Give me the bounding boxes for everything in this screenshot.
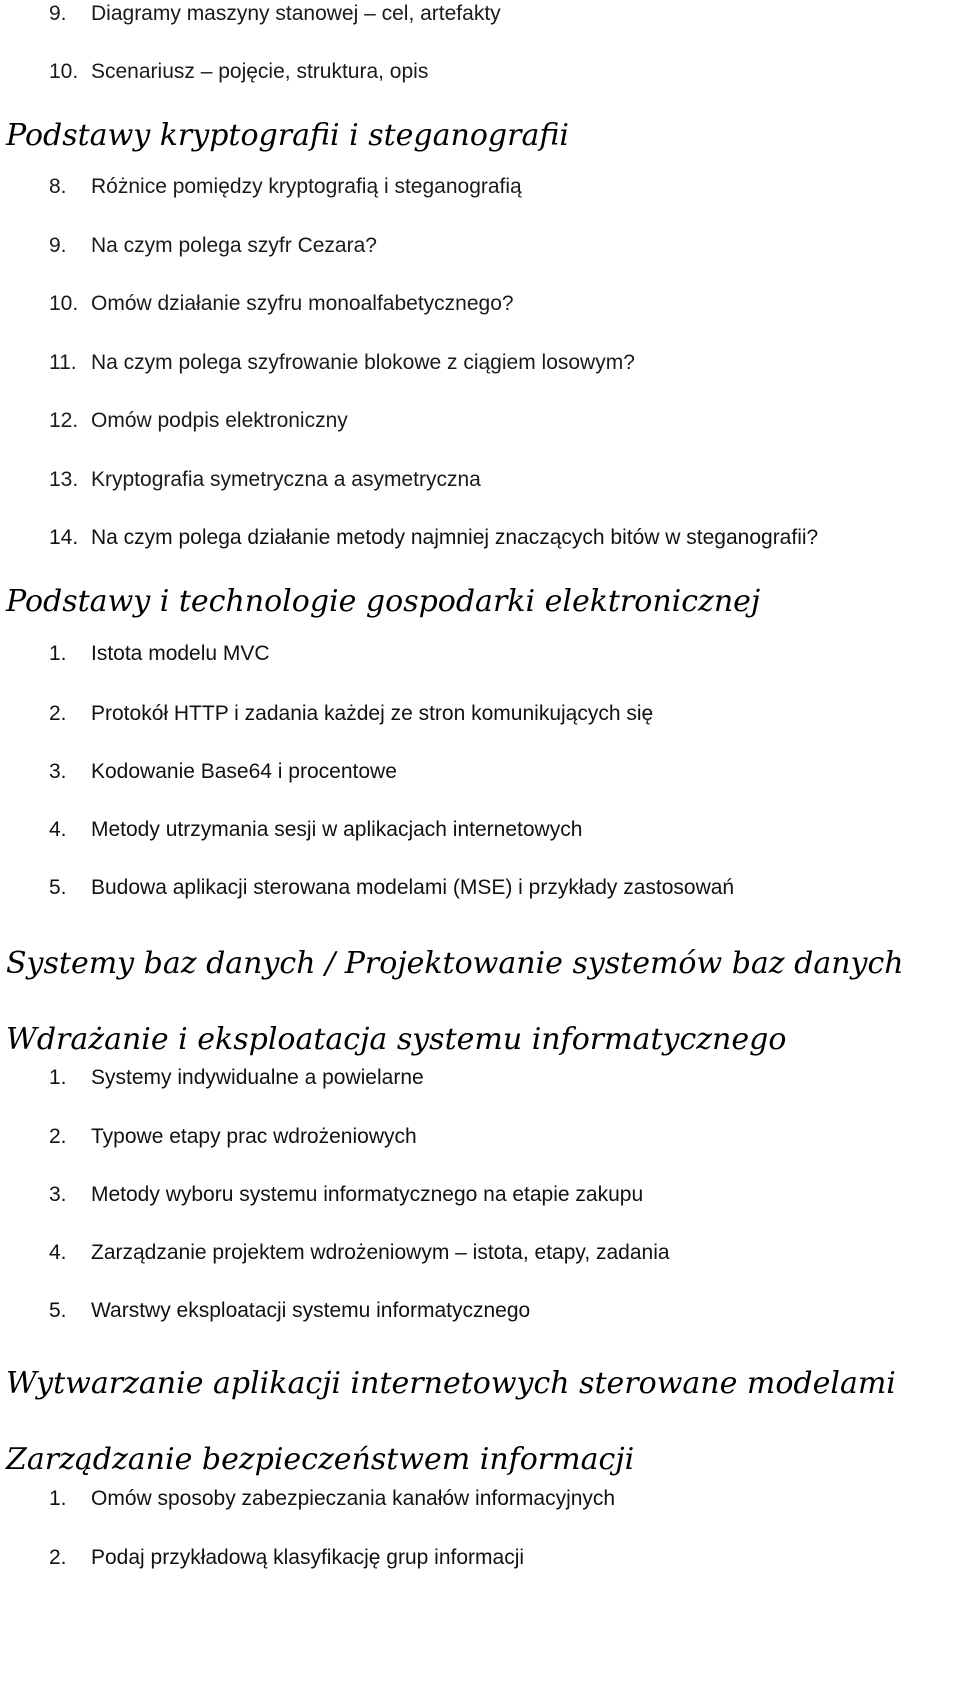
item-text: Protokół HTTP i zadania każdej ze stron komunikujących się — [91, 702, 654, 725]
list-item — [49, 349, 635, 377]
list-item — [49, 700, 653, 728]
item-number: 5. — [49, 876, 67, 899]
section-heading-wytwarzanie: Wytwarzanie aplikacji internetowych sterowane modelami — [6, 1366, 896, 1401]
list-item — [49, 1123, 417, 1151]
item-text: Na czym polega szyfrowanie blokowe z ciągiem losowym? — [91, 351, 635, 374]
list-item — [49, 407, 348, 435]
list-item — [49, 1297, 530, 1325]
item-text: Kodowanie Base64 i procentowe — [91, 760, 397, 783]
section-heading-krypto: Podstawy kryptografii i steganografii — [6, 118, 569, 153]
list-item — [49, 0, 501, 28]
item-number: 4. — [49, 1241, 67, 1264]
item-text: Budowa aplikacji sterowana modelami (MSE) i przykłady zastosowań — [91, 876, 735, 899]
list-item — [49, 758, 397, 786]
list-item — [49, 1239, 670, 1267]
section-heading-bezpieczenstwo: Zarządzanie bezpieczeństwem informacji — [6, 1442, 635, 1477]
item-text: Istota modelu MVC — [91, 642, 270, 665]
item-text: Metody utrzymania sesji w aplikacjach internetowych — [91, 818, 583, 841]
item-number: 8. — [49, 175, 67, 198]
section-heading-bazy: Systemy baz danych / Projektowanie systemów baz danych — [6, 946, 904, 981]
item-text: Zarządzanie projektem wdrożeniowym – istota, etapy, zadania — [91, 1241, 670, 1264]
item-number: 3. — [49, 760, 67, 783]
section-heading-wdrazanie: Wdrażanie i eksploatacja systemu informatycznego — [6, 1022, 787, 1057]
item-text: Warstwy eksploatacji systemu informatycznego — [91, 1299, 531, 1322]
list-item — [49, 1544, 524, 1572]
list-item — [49, 58, 428, 86]
item-text: Na czym polega szyfr Cezara? — [91, 234, 377, 257]
item-text: Diagramy maszyny stanowej – cel, artefakty — [91, 2, 501, 25]
item-number: 9. — [49, 2, 67, 25]
item-number: 11. — [49, 351, 77, 374]
item-text: Scenariusz – pojęcie, struktura, opis — [91, 60, 429, 83]
item-number: 10. — [49, 60, 79, 83]
list-item — [49, 816, 582, 844]
item-number: 4. — [49, 818, 67, 841]
list-item — [49, 640, 270, 668]
list-item — [49, 1181, 643, 1209]
item-text: Podaj przykładową klasyfikację grup informacji — [91, 1546, 525, 1569]
item-number: 2. — [49, 702, 67, 725]
item-number: 9. — [49, 234, 67, 257]
item-number: 13. — [49, 468, 79, 491]
item-number: 1. — [49, 1066, 67, 1089]
item-text: Omów podpis elektroniczny — [91, 409, 348, 432]
item-text: Metody wyboru systemu informatycznego na etapie zakupu — [91, 1183, 644, 1206]
item-number: 2. — [49, 1125, 67, 1148]
item-text: Omów działanie szyfru monoalfabetycznego? — [91, 292, 514, 315]
list-item — [49, 1485, 615, 1513]
item-number: 14. — [49, 526, 79, 549]
item-number: 12. — [49, 409, 79, 432]
item-number: 3. — [49, 1183, 67, 1206]
item-number: 10. — [49, 292, 79, 315]
item-text: Omów sposoby zabezpieczania kanałów informacyjnych — [91, 1487, 616, 1510]
item-number: 1. — [49, 642, 67, 665]
section-heading-gospodarka: Podstawy i technologie gospodarki elektronicznej — [6, 584, 761, 619]
item-number: 1. — [49, 1487, 67, 1510]
list-item — [49, 1064, 424, 1092]
list-item — [49, 524, 818, 552]
item-text: Kryptografia symetryczna a asymetryczna — [91, 468, 481, 491]
list-item — [49, 173, 522, 201]
item-number: 5. — [49, 1299, 67, 1322]
item-number: 2. — [49, 1546, 67, 1569]
item-text: Typowe etapy prac wdrożeniowych — [91, 1125, 417, 1148]
list-item — [49, 874, 734, 902]
item-text: Różnice pomiędzy kryptografią i steganografią — [91, 175, 522, 198]
item-text: Na czym polega działanie metody najmniej znaczących bitów w steganografii? — [91, 526, 819, 549]
item-text: Systemy indywidualne a powielarne — [91, 1066, 424, 1089]
list-item — [49, 290, 514, 318]
list-item — [49, 466, 481, 494]
list-item — [49, 232, 377, 260]
